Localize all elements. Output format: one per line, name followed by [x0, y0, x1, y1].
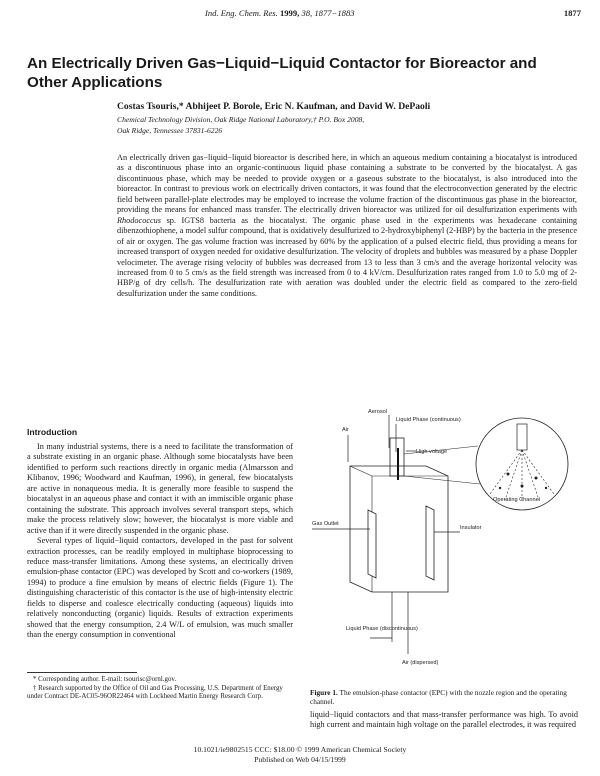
journal-name: Ind. Eng. Chem. Res. — [205, 8, 278, 18]
left-column-body — [27, 442, 293, 641]
droplet — [545, 487, 547, 489]
figure-1-diagram — [310, 402, 578, 668]
spray-ray — [522, 450, 539, 500]
vessel-edge — [350, 466, 372, 476]
electrode-plate-left — [368, 510, 376, 578]
running-header — [205, 8, 355, 18]
spray-ray — [490, 450, 522, 494]
droplet — [499, 487, 501, 489]
abstract-text-1: An electrically driven gas−liquid−liquid bioreactor is described here, in which an aqueous medium containing a biocatalyst is introduced as a discontinuous phase into an organic-continuous liquid phase containing a substrate to be converted by the biocatalyst. A gas discontinuous phase, which may be needed to provide oxygen or a gaseous substrate to the biocatalyst, is also introduced into the bioreactor. In contrast to previous work on electrically driven contactors, it was found that the electroconvection generated by the electric field between parallel-plate electrodes may be employed to increase the volume fraction of the discontinuous gas phase in the bioreactor, providing the means for enhanced mass transfer. The electrically driven bioreactor was utilized for oil desulfurization experiments with — [117, 153, 577, 215]
electrode-plate-right — [426, 506, 434, 580]
affiliation — [117, 115, 577, 136]
page-footer — [0, 745, 600, 765]
section-heading-introduction: Introduction — [27, 427, 78, 437]
detail-nozzle — [517, 424, 527, 450]
fig-label-insulator: Insulator — [460, 525, 482, 531]
fig-label-aerosol: Aerosol — [368, 409, 387, 415]
article-title: An Electrically Driven Gas−Liquid−Liquid Contactor for Bioreactor and Other Applications — [27, 55, 537, 91]
droplet — [521, 485, 524, 488]
caption-text: The emulsion-phase contactor (EPC) with the nozzle region and the operating channel. — [310, 688, 567, 706]
affiliation-line-1: Chemical Technology Division, Oak Ridge National Laboratory,† P.O. Box 2008, — [117, 115, 365, 124]
droplet — [535, 477, 538, 480]
right-column-body: liquid−liquid contactors and that mass-transfer performance was high. To avoid high current and maintain high voltage on the parallel electrodes, it was required — [310, 710, 578, 730]
journal-pages: 1877−1883 — [314, 8, 355, 18]
abstract-organism: Rhodococcus — [117, 215, 161, 225]
page-number: 1877 — [563, 8, 581, 18]
fig-label-operating-channel: Operating Channel — [493, 497, 540, 503]
fig-label-air: Air — [342, 427, 349, 433]
publication-date: Published on Web 04/15/1999 — [254, 755, 346, 764]
footnote-support: † Research supported by the Office of Oil and Gas Processing, U.S. Department of Energy under Contract DE-AC05-96OR22464 with Lockheed Martin Energy Research Corp. — [27, 684, 283, 701]
figure-caption — [310, 688, 578, 706]
journal-volume: 38, — [301, 8, 313, 18]
abstract-text-2: sp. IGTS8 bacteria as the biocatalyst. The organic phase used in the experiments was hexadecane containing dibenzothiophene, a model sulfur compound, that is oxidatively desulfurized to 2-hydroxybiphenyl (2-HBP) by the bacteria in the presence of air or oxygen. The gas volume fraction was increased by 60% by the application of a pulsed electric field, thus providing a means for increased transport of oxygen needed for oxidative desulfurization. The velocity of droplets and bubbles was measured by a phase Doppler velocimeter. The average rising velocity of bubbles was decreased from 13 to less than 3 cm/s and the average horizontal velocity was increased from 0 to 5 cm/s as the field strength was increased from 0 to 4 kV/cm. Desulfurization rates ranged from 1.0 to 5.0 mg of 2-HBP/g of dry cells/h. The desulfurization rate with aeration was doubled under the electric field as compared to the zero-field desulfurization under the same conditions. — [117, 215, 577, 298]
doi-copyright: 10.1021/ie9802515 CCC: $18.00 © 1999 American Chemical Society — [193, 745, 407, 754]
intro-paragraph-2: Several types of liquid−liquid contactors, developed in the past for solvent extraction processes, can be readily employed in multiphase bioprocessing to reduce mass-transfer limitations. Among these systems, an electrically driven emulsion-phase contactor (EPC) was developed by Scott and co-workers (1989, 1994) to produce a fine emulsion by means of electric fields (Figure 1). The distinguishing characteristic of this contactor is the use of high-intensity electric fields to disperse and coalesce electrically conducting (aqueous) liquids into relatively nonconducting (organic) liquids. Results of extraction experiments showed that the energy consumption, 2.4 W/L of emulsion, was much smaller than the energy consumption in conventional — [27, 536, 293, 640]
fig-label-liquid-continuous: Liquid Phase (continuous) — [396, 417, 461, 423]
footnote-rule — [27, 672, 137, 673]
fig-label-air-dispersed: Air (dispersed) — [402, 660, 439, 666]
fig-label-high-voltage: High voltage — [416, 449, 448, 455]
detail-leader-bottom — [404, 476, 480, 484]
abstract — [117, 153, 577, 299]
author-list: Costas Tsouris,* Abhijeet P. Borole, Eric N. Kaufman, and David W. DePaoli — [117, 101, 431, 112]
footnote-corresponding: * Corresponding author. E-mail: tsourisc@ornl.gov. — [33, 676, 177, 683]
footnotes — [27, 676, 293, 702]
spray-ray — [522, 450, 554, 494]
fig-label-gas-outlet: Gas Outlet — [312, 521, 339, 527]
caption-label: Figure 1. — [310, 688, 338, 697]
journal-year: 1999, — [279, 8, 300, 18]
droplet — [507, 473, 510, 476]
intro-paragraph-1: In many industrial systems, there is a need to facilitate the transformation of a substrate existing in an organic phase. Although some biocatalysts have been identified to perform such reactions directly in organic media (Almarsson and Klibanov, 1996; Woodward and Kaufman, 1996), in general, few biocatalysts are active in nonaqueous media. It is generally more feasible to suspend the biocatalyst in an aqueous phase and contact it with an immiscible organic phase containing the substrate. This approach involves several transport steps, which make the process relatively slow; however, the biocatalyst is more viable and active than if it were directly suspended in the organic phase. — [27, 442, 293, 535]
affiliation-line-2: Oak Ridge, Tennessee 37831-6226 — [117, 125, 223, 135]
fig-label-liquid-discontinuous: Liquid Phase (discontinuous) — [346, 626, 418, 632]
